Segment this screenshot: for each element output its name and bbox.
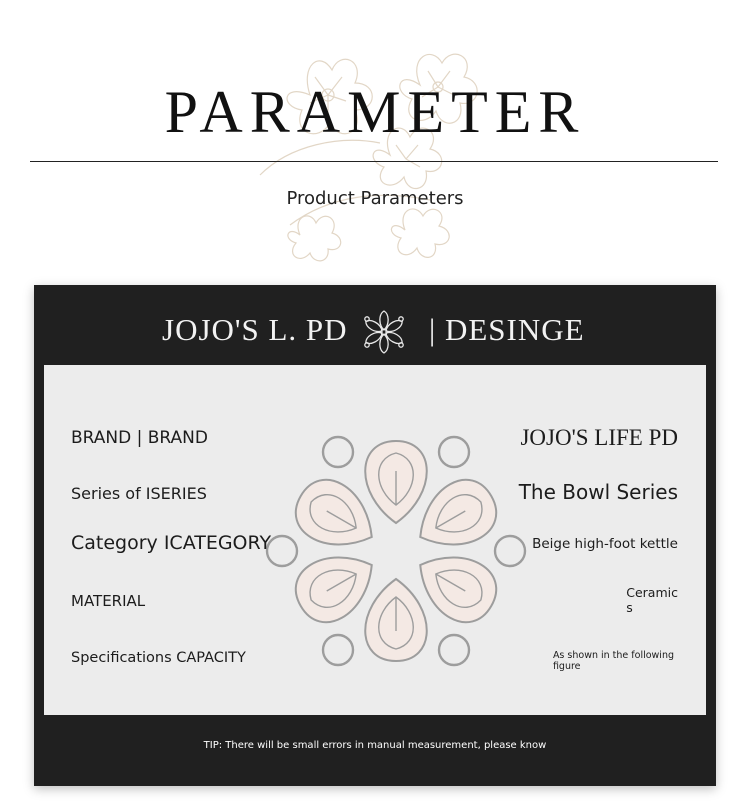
- title-divider: [30, 161, 718, 162]
- parameter-card: [34, 285, 716, 786]
- parameter-panel: [44, 365, 706, 715]
- measurement-tip: TIP: There will be small errors in manual measurement, please know: [203, 740, 547, 751]
- cherry-blossom-illustration: [230, 25, 500, 285]
- series-value: The Bowl Series: [518, 480, 678, 504]
- category-value: Beige high-foot kettle: [532, 536, 678, 552]
- material-value-line2: s: [626, 600, 633, 615]
- capacity-label: Specifications CAPACITY: [71, 650, 246, 666]
- capacity-value: [553, 650, 674, 672]
- series-label: Series of ISERIES: [71, 484, 207, 503]
- material-value-line1: Ceramic: [626, 585, 678, 600]
- brand-value: JOJO'S LIFE PD: [520, 425, 678, 450]
- category-label: Category ICATEGORY: [71, 532, 272, 554]
- capacity-value-line2: figure: [552, 661, 581, 672]
- material-value: [626, 585, 678, 615]
- capacity-value-line1: As shown in the following: [552, 650, 674, 661]
- brand-label: BRAND | BRAND: [71, 428, 208, 448]
- flower-motif-icon: [264, 433, 528, 669]
- lotus-ornament-icon: [359, 307, 409, 357]
- page-title: PARAMETER: [164, 79, 586, 145]
- page-subtitle: Product Parameters: [286, 188, 464, 209]
- material-label: MATERIAL: [71, 592, 146, 610]
- brand-name: JOJO'S L. PD: [162, 312, 348, 347]
- brand-tagline: | DESINGE: [429, 312, 585, 347]
